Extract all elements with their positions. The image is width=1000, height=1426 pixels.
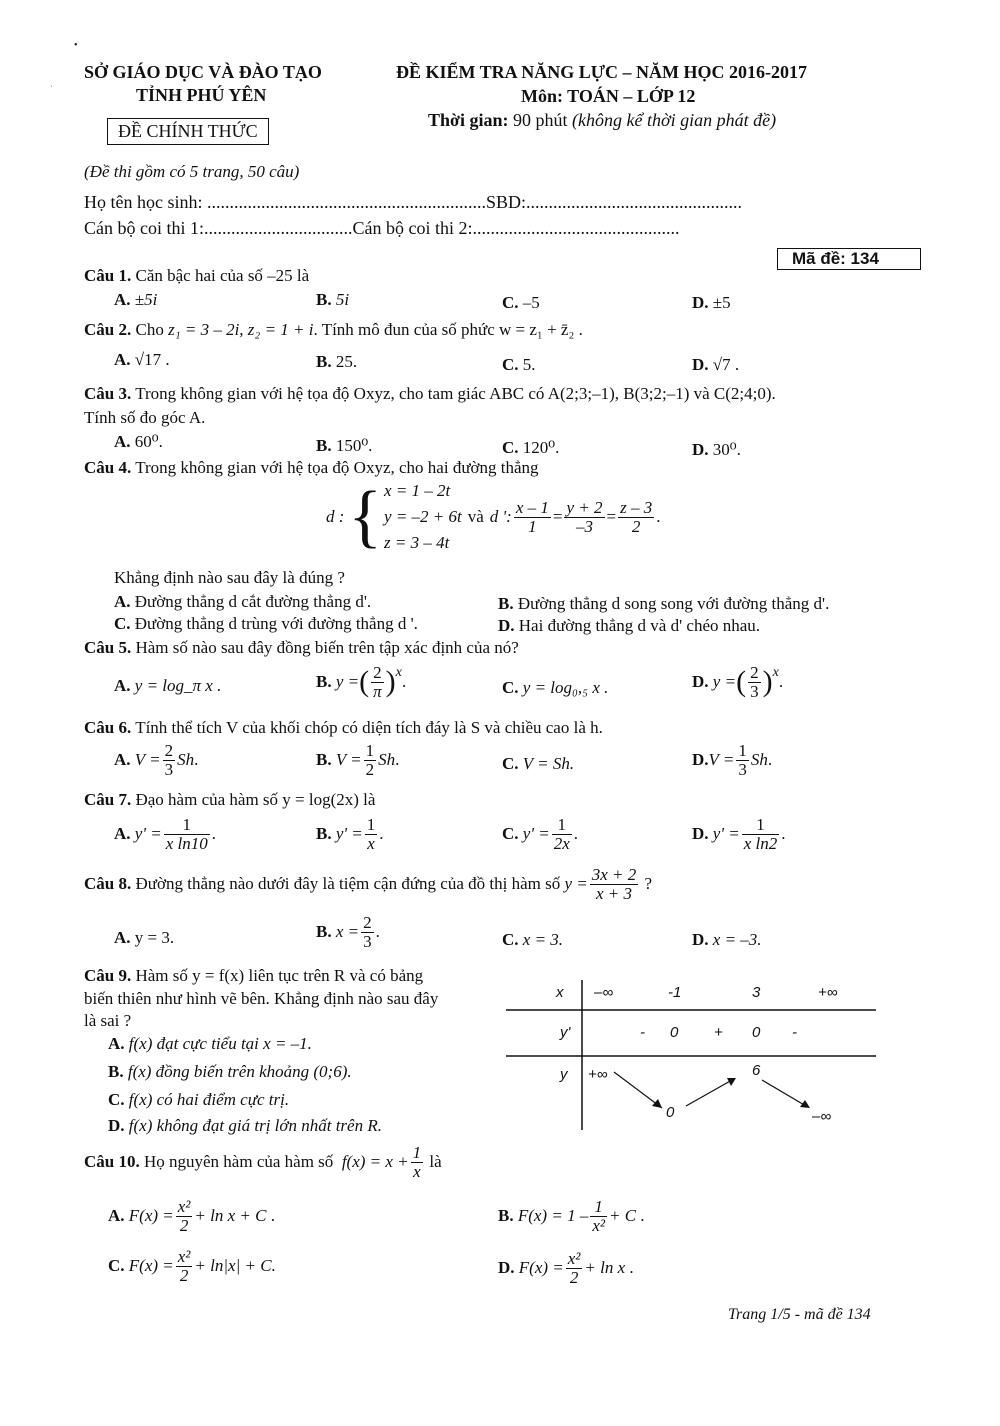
arrow-down-1: [614, 1072, 662, 1108]
table-x-label: x: [556, 984, 564, 1001]
subject: Môn: TOÁN – LỚP 12: [521, 86, 696, 106]
q7-option-c: C. y' = $\frac{1}{2x}$ .: [502, 815, 578, 853]
scan-speck: •: [74, 40, 78, 51]
question-7: Câu 7. Đạo hàm của hàm số y = log(2x) là: [84, 790, 376, 809]
q10-option-c: C. F(x) = $\frac{\text{x²}}{2}$ + ln|x| + C.: [108, 1247, 276, 1285]
table-x-val: -1: [668, 984, 682, 1001]
scan-speck: ˙: [50, 84, 53, 93]
table-x-val: 3: [752, 984, 761, 1001]
table-sign: 0: [752, 1024, 761, 1041]
question-3: Câu 3. Trong không gian với hệ tọa độ Oxyz, cho tam giác ABC có A(2;3;–1), B(3;2;–1) và C(2;4;0).: [84, 384, 776, 403]
q6-option-b: B. V = $\frac{1}{2}$ Sh .: [316, 741, 400, 779]
question-label: Câu 1.: [84, 266, 132, 285]
question-9-line3: là sai ?: [84, 1011, 132, 1030]
dept-line2: TỈNH PHÚ YÊN: [136, 85, 267, 105]
q4-option-a: A. Đường thẳng d cắt đường thẳng d'.: [114, 592, 372, 611]
question-label: Câu 5.: [84, 638, 132, 657]
q6-option-d: D. V = $\frac{1}{3}$ Sh .: [692, 741, 773, 779]
question-2: Câu 2. Cho z₁ = 3 – 2i, z₂ = 1 + i. Tính mô đun của số phức w = z₁ + z̄₂ .: [84, 320, 583, 339]
page-note: (Đề thi gồm có 5 trang, 50 câu): [84, 162, 300, 181]
q9-option-d: D. f(x) không đạt giá trị lớn nhất trên R.: [108, 1116, 382, 1135]
q2-option-d: D. √7 .: [692, 355, 740, 374]
q4-equations: d : { x = 1 – 2t y = –2 + 6t z = 3 – 4t và d ': $\frac{x - 1}{1}$ = $\frac{y + 2}{-3}$ = $\frac{z - 3}{2}$ .: [326, 478, 661, 555]
q10-option-a: A. F(x) = $\frac{\text{x²}}{2}$ + ln x + C .: [108, 1197, 275, 1235]
q5-option-c: C. y = log₀,₅ x .: [502, 678, 609, 697]
dept-line1: SỞ GIÁO DỤC VÀ ĐÀO TẠO: [84, 62, 322, 82]
table-x-val: +∞: [818, 984, 838, 1001]
q9-option-a: A. f(x) đạt cực tiểu tại x = –1.: [108, 1034, 312, 1053]
q4-question: Khẳng định nào sau đây là đúng ?: [114, 568, 345, 587]
q3-option-a: A. 60⁰.: [114, 432, 163, 451]
question-6: Câu 6. Tính thể tích V của khối chóp có diện tích đáy là S và chiều cao là h.: [84, 718, 603, 737]
q5-option-a: A. y = log_π x .: [114, 676, 222, 695]
question-1: [84, 266, 309, 286]
question-label: Câu 4.: [84, 458, 132, 477]
table-yp-label: y': [560, 1024, 571, 1041]
table-x-val: –∞: [594, 984, 614, 1001]
table-y-min: 0: [666, 1104, 675, 1121]
q1-option-a: A. ±5i: [114, 290, 158, 309]
q4-option-c: C. Đường thẳng d trùng với đường thẳng d '.: [114, 614, 418, 633]
question-label: Câu 7.: [84, 790, 132, 809]
question-label: Câu 6.: [84, 718, 132, 737]
q9-option-c: C. f(x) có hai điểm cực trị.: [108, 1090, 290, 1109]
q4-option-d: D. Hai đường thẳng d và d' chéo nhau.: [498, 616, 761, 635]
student-name-line: Họ tên học sinh: ..............................................................SBD:................................................: [84, 192, 743, 212]
official-label: ĐỀ CHÍNH THỨC: [107, 118, 269, 145]
q7-option-d: D. y' = $\frac{1}{\text{x ln2}}$ .: [692, 815, 786, 853]
arrow-head: [652, 1099, 662, 1108]
table-sign: 0: [670, 1024, 679, 1041]
table-sign: -: [640, 1024, 645, 1041]
q3-option-b: B. 150⁰.: [316, 436, 373, 455]
table-y-start: +∞: [588, 1066, 608, 1083]
q7-option-a: A. y' = $\frac{1}{\text{x ln10}}$ .: [114, 815, 216, 853]
table-sign: -: [792, 1024, 797, 1041]
q1-option-d: D. ±5: [692, 293, 731, 312]
time-line: [428, 110, 776, 131]
q7-option-b: B. y' = $\frac{1}{x}$ .: [316, 815, 384, 853]
question-5: Câu 5. Hàm số nào sau đây đồng biến trên tập xác định của nó?: [84, 638, 519, 657]
q1-option-b: B. 5i: [316, 290, 350, 309]
q8-option-c: C. x = 3.: [502, 930, 564, 949]
q5-option-d: D. y = ( $\frac{2}{3}$ ) $^x$ .: [692, 663, 784, 701]
q10-option-d: D. F(x) = $\frac{\text{x²}}{2}$ + ln x .: [498, 1249, 634, 1287]
q8-option-d: D. x = –3.: [692, 930, 762, 949]
q8-option-a: A. y = 3.: [114, 928, 175, 947]
question-label: Câu 10.: [84, 1152, 140, 1172]
q8-option-b: B. x = $\frac{2}{3}$ .: [316, 913, 380, 951]
proctor-line: Cán bộ coi thi 1:.................................Cán bộ coi thi 2:..............................................: [84, 218, 680, 238]
q4-option-b: B. Đường thẳng d song song với đường thẳng d'.: [498, 594, 830, 613]
arrow-down-2: [762, 1080, 806, 1106]
q2-option-b: B. 25.: [316, 352, 358, 371]
question-label: Câu 3.: [84, 384, 132, 403]
system-brace: { x = 1 – 2t y = –2 + 6t z = 3 – 4t: [348, 478, 462, 555]
variation-table: [506, 980, 876, 1132]
question-label: Câu 2.: [84, 320, 132, 339]
exam-title: ĐỀ KIỂM TRA NĂNG LỰC – NĂM HỌC 2016-2017: [396, 62, 808, 82]
table-y-label: y: [560, 1066, 568, 1083]
question-label: Câu 8.: [84, 874, 132, 894]
q10-option-b: B. F(x) = 1 – $\frac{1}{\text{x²}}$ + C .: [498, 1197, 645, 1235]
page-footer: Trang 1/5 - mã đề 134: [728, 1306, 871, 1323]
question-4: Câu 4. Trong không gian với hệ tọa độ Oxyz, cho hai đường thẳng: [84, 458, 539, 477]
question-label: Câu 9.: [84, 966, 132, 985]
q3-option-c: C. 120⁰.: [502, 438, 560, 457]
exam-code: Mã đề: 134: [777, 248, 921, 270]
time-note: (không kể thời gian phát đề): [572, 110, 777, 130]
table-y-max: 6: [752, 1062, 761, 1079]
question-8: Câu 8. Đường thẳng nào dưới đây là tiệm cận đứng của đồ thị hàm số y = $\frac{3x + 2}{x + 3}$ ?: [84, 865, 653, 903]
table-sign: +: [714, 1024, 723, 1041]
question-9: Câu 9. Hàm số y = f(x) liên tục trên R và có bảng: [84, 966, 424, 985]
time-label: Thời gian:: [428, 110, 509, 130]
q1-option-c: C. –5: [502, 293, 540, 312]
q6-option-a: A. V = $\frac{2}{3}$ Sh .: [114, 741, 199, 779]
q2-option-a: A. √17 .: [114, 350, 170, 369]
table-y-end: –∞: [812, 1108, 832, 1125]
q2-option-c: C. 5.: [502, 355, 536, 374]
q6-option-c: C. V = Sh.: [502, 754, 575, 773]
question-text: Căn bậc hai của số –25 là: [135, 266, 310, 285]
question-3-line2: Tính số đo góc A.: [84, 408, 206, 427]
q5-option-b: B. y = ( $\frac{2}{\pi}$ ) $^x$ .: [316, 663, 407, 701]
arrow-up: [686, 1080, 732, 1106]
question-9-line2: biến thiên như hình vẽ bên. Khẳng định nào sau đây: [84, 989, 439, 1008]
q3-option-d: D. 30⁰.: [692, 440, 741, 459]
question-10: Câu 10. Họ nguyên hàm của hàm số f(x) = x + $\frac{1}{x}$ là: [84, 1143, 442, 1181]
line-d-label: d :: [326, 507, 345, 526]
q9-option-b: B. f(x) đồng biến trên khoảng (0;6).: [108, 1062, 352, 1081]
time-value: 90 phút: [513, 110, 568, 130]
